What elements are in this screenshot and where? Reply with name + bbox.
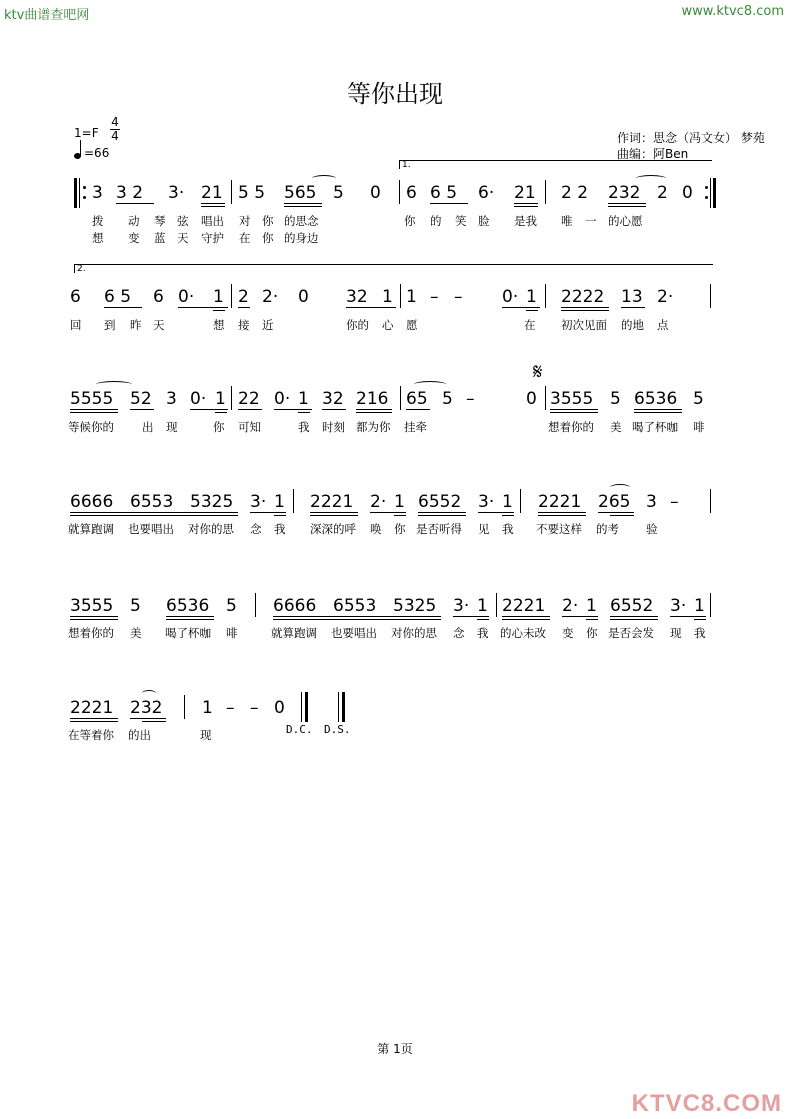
note: 0 xyxy=(682,183,693,203)
note: 3 xyxy=(92,183,103,203)
lyric: 在等着你 xyxy=(68,728,114,742)
lyric: 也要唱出 xyxy=(128,522,174,536)
lyric: 念 xyxy=(250,522,262,536)
note: 0· xyxy=(190,389,207,409)
lyric: 我 xyxy=(298,420,310,434)
note: 2221 xyxy=(538,492,582,512)
note: 6536 xyxy=(166,596,210,616)
note: 3 xyxy=(646,492,657,512)
lyric: 验 xyxy=(646,522,658,536)
lyric: 愿 xyxy=(406,318,418,332)
lyric: 点 xyxy=(657,318,669,332)
lyric: 笑 xyxy=(455,214,467,228)
lyric: 等候你的 xyxy=(68,420,114,434)
note: 1 xyxy=(694,596,705,616)
lyric: 变 xyxy=(562,626,574,640)
note: 21 xyxy=(514,183,536,203)
lyric: 的地 xyxy=(621,318,644,332)
note: 32 xyxy=(346,287,368,307)
lyric: 弦 xyxy=(177,214,189,228)
site-watermark-right: www.ktvc8.com xyxy=(681,4,784,19)
lyric: 喝了杯咖 xyxy=(632,420,678,434)
lyric: 琴 xyxy=(154,214,166,228)
lyric: 初次见面 xyxy=(561,318,607,332)
lyric: 对你的思 xyxy=(188,522,234,536)
note: 2 2 xyxy=(561,183,589,203)
note: 6 xyxy=(406,183,417,203)
note: – xyxy=(430,287,439,307)
note: – xyxy=(454,287,463,307)
site-logo-watermark: KTVC8.COM xyxy=(631,1090,782,1117)
note: 0 xyxy=(526,389,537,409)
lyric: 对你的思 xyxy=(391,626,437,640)
note: 1 xyxy=(382,287,393,307)
lyric: 心 xyxy=(382,318,394,332)
note: 0 xyxy=(298,287,309,307)
lyric: 你 xyxy=(262,231,274,245)
note: 5 5 xyxy=(238,183,266,203)
note: 2221 xyxy=(502,596,546,616)
lyric: 深深的呼 xyxy=(310,522,356,536)
lyric: 念 xyxy=(453,626,465,640)
quarter-note-icon xyxy=(74,153,81,159)
lyric: 是我 xyxy=(514,214,537,228)
lyric: 现 xyxy=(200,728,212,742)
note: 2· xyxy=(657,287,674,307)
lyric: 动 xyxy=(128,214,140,228)
lyric: 都为你 xyxy=(356,420,391,434)
lyric: 你的 xyxy=(346,318,369,332)
lyric: 就算跑调 xyxy=(68,522,114,536)
note: 5 xyxy=(693,389,704,409)
credits xyxy=(617,130,765,162)
note: 1 xyxy=(394,492,405,512)
lyric: 你 xyxy=(404,214,416,228)
lyric: 见 xyxy=(478,522,490,536)
lyric: 昨 xyxy=(130,318,142,332)
lyric: 我 xyxy=(694,626,706,640)
lyric: 的身边 xyxy=(284,231,319,245)
site-watermark-left: ktv曲谱查吧网 xyxy=(4,8,90,23)
time-signature xyxy=(110,116,120,143)
note: 2 xyxy=(657,183,668,203)
note: 5 xyxy=(442,389,453,409)
lyric: 的心愿 xyxy=(608,214,643,228)
note: 6 xyxy=(153,287,164,307)
note: 0 xyxy=(274,698,285,718)
note: 5 xyxy=(333,183,344,203)
note: 3555 xyxy=(70,596,114,616)
lyric: 可知 xyxy=(238,420,261,434)
note: 2· xyxy=(370,492,387,512)
note: 1 xyxy=(477,596,488,616)
lyric: 不要这样 xyxy=(536,522,582,536)
note: 3· xyxy=(168,183,185,203)
lyric: 唱出 xyxy=(201,214,224,228)
lyric: 近 xyxy=(262,318,274,332)
note: 32 xyxy=(322,389,344,409)
note: 232 xyxy=(130,698,163,718)
song-title: 等你出现 xyxy=(347,80,443,108)
note: 232 xyxy=(608,183,641,203)
note: 1 xyxy=(406,287,417,307)
lyric: 的出 xyxy=(128,728,151,742)
ds-marking: D.S. xyxy=(324,723,351,736)
lyric: 拨 xyxy=(92,214,104,228)
note: 3· xyxy=(478,492,495,512)
note: 6666 xyxy=(273,596,317,616)
dc-marking: D.C. xyxy=(286,723,313,736)
lyric: 现 xyxy=(670,626,682,640)
lyric: 在 xyxy=(239,231,251,245)
note: 1 xyxy=(274,492,285,512)
lyric: 接 xyxy=(238,318,250,332)
note: 3· xyxy=(250,492,267,512)
lyric: 唯 xyxy=(561,214,573,228)
note: – xyxy=(670,492,679,512)
note: 2· xyxy=(562,596,579,616)
note: 3 2 xyxy=(116,183,144,203)
lyric: 天 xyxy=(153,318,165,332)
lyric: 挂牵 xyxy=(404,420,427,434)
note: 6552 xyxy=(610,596,654,616)
lyric: 到 xyxy=(104,318,116,332)
note: 2222 xyxy=(561,287,605,307)
note: 1 xyxy=(586,596,597,616)
segno-icon: 𝄋 xyxy=(533,360,543,385)
note: 6· xyxy=(478,183,495,203)
lyric: 美 xyxy=(130,626,142,640)
note: 6553 xyxy=(130,492,174,512)
key-signature: 1=F xyxy=(74,126,99,140)
lyric: 是否会发 xyxy=(608,626,654,640)
lyric: 想 xyxy=(92,231,104,245)
note: – xyxy=(226,698,235,718)
note: 6 5 xyxy=(430,183,458,203)
note: 3 xyxy=(166,389,177,409)
note: 1 xyxy=(202,698,213,718)
lyric: 的思念 xyxy=(284,214,319,228)
tempo-value: =66 xyxy=(84,146,110,160)
lyric: 天 xyxy=(177,231,189,245)
note: 6666 xyxy=(70,492,114,512)
note: – xyxy=(250,698,259,718)
volta-2: 2. xyxy=(74,264,713,273)
lyric: 喝了杯咖 xyxy=(165,626,211,640)
note: 2· xyxy=(262,287,279,307)
lyric: 唤 xyxy=(370,522,382,536)
note: 2 xyxy=(238,287,249,307)
note: 5325 xyxy=(190,492,234,512)
note: 2221 xyxy=(70,698,114,718)
note: 6553 xyxy=(333,596,377,616)
lyric: 你 xyxy=(586,626,598,640)
note: 1 xyxy=(502,492,513,512)
note: 5 xyxy=(130,596,141,616)
tempo-marking xyxy=(74,146,109,160)
lyric: 也要唱出 xyxy=(331,626,377,640)
note: 3555 xyxy=(550,389,594,409)
lyric: 你 xyxy=(262,214,274,228)
lyric: 是否听得 xyxy=(416,522,462,536)
composer-credit: 曲编：阿Ben xyxy=(617,147,689,161)
note: 65 xyxy=(406,389,428,409)
note: – xyxy=(466,389,475,409)
note: 3· xyxy=(453,596,470,616)
note: 6 5 xyxy=(104,287,132,307)
note: 21 xyxy=(201,183,223,203)
note: 1 xyxy=(213,287,224,307)
lyric: 我 xyxy=(502,522,514,536)
note: 3· xyxy=(670,596,687,616)
note: 6 xyxy=(70,287,81,307)
note: 5555 xyxy=(70,389,114,409)
lyric: 想 xyxy=(213,318,225,332)
note: 265 xyxy=(598,492,631,512)
lyric: 蓝 xyxy=(154,231,166,245)
note: 5325 xyxy=(393,596,437,616)
page-number: 第 1页 xyxy=(377,1042,413,1056)
lyric: 啡 xyxy=(693,420,705,434)
note: 2221 xyxy=(310,492,354,512)
note: 22 xyxy=(238,389,260,409)
lyric: 啡 xyxy=(226,626,238,640)
note: 1 xyxy=(298,389,309,409)
time-signature-bottom: 4 xyxy=(111,129,119,143)
lyricist-credit: 作词：思念（冯文女） 梦苑 xyxy=(617,131,765,145)
note: 5 xyxy=(226,596,237,616)
lyric: 守护 xyxy=(201,231,224,245)
time-signature-top: 4 xyxy=(111,115,119,129)
lyric: 的心未改 xyxy=(500,626,546,640)
note: 216 xyxy=(356,389,389,409)
note: 0· xyxy=(502,287,519,307)
lyric: 出 xyxy=(142,420,154,434)
lyric: 时刻 xyxy=(322,420,345,434)
lyric: 想着你的 xyxy=(68,626,114,640)
note: 6536 xyxy=(634,389,678,409)
lyric: 我 xyxy=(477,626,489,640)
note: 5 xyxy=(610,389,621,409)
lyric: 的考 xyxy=(596,522,619,536)
lyric: 的 xyxy=(430,214,442,228)
note: 6552 xyxy=(418,492,462,512)
volta-1: 1. xyxy=(399,160,712,169)
lyric: 美 xyxy=(610,420,622,434)
note: 1 xyxy=(215,389,226,409)
note: 13 xyxy=(621,287,643,307)
note: 52 xyxy=(130,389,152,409)
lyric: 现 xyxy=(166,420,178,434)
lyric: 对 xyxy=(239,214,251,228)
lyric: 想着你的 xyxy=(548,420,594,434)
note: 0· xyxy=(178,287,195,307)
note: 0· xyxy=(274,389,291,409)
note: 565 xyxy=(284,183,317,203)
lyric: 脸 xyxy=(478,214,490,228)
lyric: 你 xyxy=(213,420,225,434)
note: 0 xyxy=(370,183,381,203)
note: 1 xyxy=(526,287,537,307)
lyric: 就算跑调 xyxy=(271,626,317,640)
lyric: 你 xyxy=(394,522,406,536)
lyric: 回 xyxy=(70,318,82,332)
lyric: 一 xyxy=(585,214,597,228)
lyric: 我 xyxy=(274,522,286,536)
lyric: 在 xyxy=(524,318,536,332)
lyric: 变 xyxy=(128,231,140,245)
